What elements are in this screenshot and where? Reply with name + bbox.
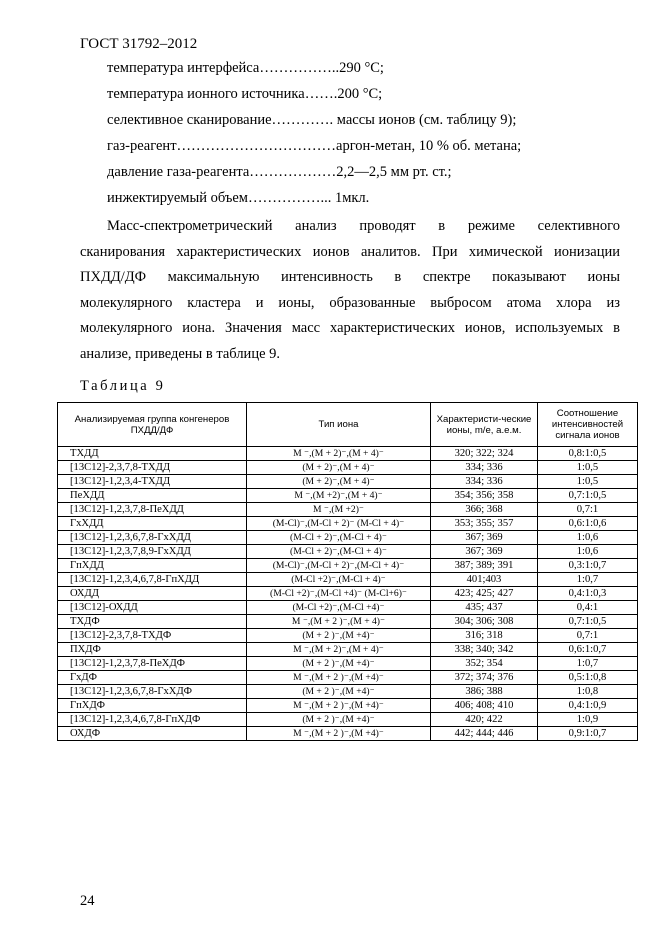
table-row bbox=[58, 713, 638, 727]
ion-type-cell: M ⁻,(M + 2 )⁻,(M + 4)⁻ bbox=[247, 615, 431, 629]
congener-group-cell: [13C12]-1,2,3,4,6,7,8-ГпХДД bbox=[58, 573, 247, 587]
congener-group-cell: [13C12]-1,2,3,4-ТХДД bbox=[58, 475, 247, 489]
congener-group-cell: ГхХДД bbox=[58, 517, 247, 531]
table-row bbox=[58, 461, 638, 475]
ion-type-cell: M ⁻,(M +2)⁻ bbox=[247, 503, 431, 517]
ion-type-cell: (M-Cl +2)⁻,(M-Cl + 4)⁻ bbox=[247, 573, 431, 587]
table-row bbox=[58, 587, 638, 601]
paragraph-line: ПХДД/ДФ максимальную интенсивность в спектре показывают ионы bbox=[80, 269, 620, 286]
ion-type-cell: (M-Cl)⁻,(M-Cl + 2)⁻ (M-Cl + 4)⁻ bbox=[247, 517, 431, 531]
header-ion-type: Тип иона bbox=[247, 403, 431, 447]
congener-group-cell: ПеХДД bbox=[58, 489, 247, 503]
mass-cell: 334; 336 bbox=[431, 475, 538, 489]
congener-group-cell: ОХДФ bbox=[58, 727, 247, 741]
table-row bbox=[58, 503, 638, 517]
table-row bbox=[58, 517, 638, 531]
ion-type-cell: (M + 2 )⁻,(M +4)⁻ bbox=[247, 629, 431, 643]
mass-cell: 386; 388 bbox=[431, 685, 538, 699]
mass-cell: 366; 368 bbox=[431, 503, 538, 517]
table-row bbox=[58, 657, 638, 671]
paragraph-line: молекулярного кластера и ионы, образованные выбросом атома хлора из bbox=[80, 294, 620, 311]
header-intensity-ratio: Соотношение интенсивностей сигнала ионов bbox=[538, 403, 638, 447]
mass-cell: 352; 354 bbox=[431, 657, 538, 671]
congener-group-cell: ПХДФ bbox=[58, 643, 247, 657]
ion-type-cell: M ⁻,(M + 2 )⁻,(M +4)⁻ bbox=[247, 671, 431, 685]
congener-group-cell: [13C12]-2,3,7,8-ТХДД bbox=[58, 461, 247, 475]
table-row bbox=[58, 545, 638, 559]
ratio-cell: 1:0,6 bbox=[538, 531, 638, 545]
ratio-cell: 0,4:1 bbox=[538, 601, 638, 615]
table-caption: Таблица 9 bbox=[80, 378, 166, 394]
ion-type-cell: (M-Cl + 2)⁻,(M-Cl + 4)⁻ bbox=[247, 531, 431, 545]
mass-cell: 406; 408; 410 bbox=[431, 699, 538, 713]
congener-group-cell: ТХДФ bbox=[58, 615, 247, 629]
ratio-cell: 0,6:1:0,6 bbox=[538, 517, 638, 531]
ion-type-cell: (M + 2 )⁻,(M +4)⁻ bbox=[247, 713, 431, 727]
ion-type-cell: (M-Cl + 2)⁻,(M-Cl + 4)⁻ bbox=[247, 545, 431, 559]
mass-cell: 367; 369 bbox=[431, 531, 538, 545]
table-row bbox=[58, 727, 638, 741]
document-header: ГОСТ 31792–2012 bbox=[80, 36, 198, 52]
param-reagent-gas: газ-реагент……………………………аргон-метан, 10 % об. метана; bbox=[107, 138, 522, 154]
congener-group-cell: [13C12]-1,2,3,7,8,9-ГхХДД bbox=[58, 545, 247, 559]
ion-type-cell: M ⁻,(M + 2 )⁻,(M +4)⁻ bbox=[247, 699, 431, 713]
header-congener-group: Анализируемая группа конгенеров ПХДД/ДФ bbox=[58, 403, 247, 447]
ratio-cell: 0,7:1:0,5 bbox=[538, 489, 638, 503]
congener-group-cell: [13C12]-1,2,3,7,8-ПеХДФ bbox=[58, 657, 247, 671]
paragraph-line: Масс-спектрометрический анализ проводят в режиме селективного bbox=[107, 218, 620, 234]
table-row bbox=[58, 475, 638, 489]
ratio-cell: 1:0,5 bbox=[538, 461, 638, 475]
congener-group-cell: [13C12]-1,2,3,6,7,8-ГхХДФ bbox=[58, 685, 247, 699]
ratio-cell: 1:0,8 bbox=[538, 685, 638, 699]
ratio-cell: 0,3:1:0,7 bbox=[538, 559, 638, 573]
mass-cell: 442; 444; 446 bbox=[431, 727, 538, 741]
ratio-cell: 0,5:1:0,8 bbox=[538, 671, 638, 685]
param-ion-source-temperature: температура ионного источника…….200 °С; bbox=[107, 86, 383, 102]
table-row bbox=[58, 573, 638, 587]
ratio-cell: 0,6:1:0,7 bbox=[538, 643, 638, 657]
ion-type-cell: (M-Cl +2)⁻,(M-Cl +4)⁻ bbox=[247, 601, 431, 615]
ion-type-cell: (M-Cl)⁻,(M-Cl + 2)⁻,(M-Cl + 4)⁻ bbox=[247, 559, 431, 573]
mass-cell: 316; 318 bbox=[431, 629, 538, 643]
param-injection-volume: инжектируемый объем……………... 1мкл. bbox=[107, 190, 370, 206]
ratio-cell: 0,7:1 bbox=[538, 503, 638, 517]
table-row bbox=[58, 699, 638, 713]
ratio-cell: 1:0,5 bbox=[538, 475, 638, 489]
table-row bbox=[58, 685, 638, 699]
table-row bbox=[58, 671, 638, 685]
param-interface-temperature: температура интерфейса……………..290 °С; bbox=[107, 60, 384, 76]
congener-group-cell: [13C12]-1,2,3,4,6,7,8-ГпХДФ bbox=[58, 713, 247, 727]
ion-type-cell: (M + 2 )⁻,(M +4)⁻ bbox=[247, 657, 431, 671]
table-row bbox=[58, 601, 638, 615]
congener-group-cell: ТХДД bbox=[58, 447, 247, 461]
ion-mass-table bbox=[57, 402, 638, 741]
ratio-cell: 0,7:1 bbox=[538, 629, 638, 643]
paragraph-line: анализе, приведены в таблице 9. bbox=[80, 345, 281, 362]
congener-group-cell: [13C12]-ОХДД bbox=[58, 601, 247, 615]
ion-type-cell: (M + 2 )⁻,(M +4)⁻ bbox=[247, 685, 431, 699]
congener-group-cell: [13C12]-1,2,3,7,8-ПеХДД bbox=[58, 503, 247, 517]
mass-cell: 353; 355; 357 bbox=[431, 517, 538, 531]
ion-type-cell: (M + 2)⁻,(M + 4)⁻ bbox=[247, 475, 431, 489]
param-reagent-gas-pressure: давление газа-реагента………………2,2—2,5 мм рт. ст.; bbox=[107, 164, 452, 180]
ratio-cell: 1:0,7 bbox=[538, 657, 638, 671]
paragraph-line: сканирования характеристических ионов аналитов. При химической ионизации bbox=[80, 243, 620, 260]
congener-group-cell: ГхДФ bbox=[58, 671, 247, 685]
mass-cell: 435; 437 bbox=[431, 601, 538, 615]
table-row bbox=[58, 615, 638, 629]
ion-type-cell: (M-Cl +2)⁻,(M-Cl +4)⁻ (M-Cl+6)⁻ bbox=[247, 587, 431, 601]
ion-type-cell: M ⁻,(M + 2)⁻,(M + 4)⁻ bbox=[247, 447, 431, 461]
ratio-cell: 0,9:1:0,7 bbox=[538, 727, 638, 741]
mass-cell: 423; 425; 427 bbox=[431, 587, 538, 601]
param-selective-scan: селективное сканирование…………. массы ионов (см. таблицу 9); bbox=[107, 112, 517, 128]
mass-cell: 420; 422 bbox=[431, 713, 538, 727]
congener-group-cell: [13C12]-1,2,3,6,7,8-ГхХДД bbox=[58, 531, 247, 545]
congener-group-cell: ГпХДД bbox=[58, 559, 247, 573]
ratio-cell: 1:0,9 bbox=[538, 713, 638, 727]
table-row bbox=[58, 531, 638, 545]
mass-cell: 334; 336 bbox=[431, 461, 538, 475]
table-row bbox=[58, 643, 638, 657]
page-number: 24 bbox=[80, 893, 95, 909]
congener-group-cell: [13C12]-2,3,7,8-ТХДФ bbox=[58, 629, 247, 643]
ion-type-cell: M ⁻,(M +2)⁻,(M + 4)⁻ bbox=[247, 489, 431, 503]
table-row bbox=[58, 447, 638, 461]
ratio-cell: 1:0,7 bbox=[538, 573, 638, 587]
ion-type-cell: (M + 2)⁻,(M + 4)⁻ bbox=[247, 461, 431, 475]
header-characteristic-ions: Характеристи-ческие ионы, m/e, а.е.м. bbox=[431, 403, 538, 447]
mass-cell: 304; 306; 308 bbox=[431, 615, 538, 629]
mass-cell: 354; 356; 358 bbox=[431, 489, 538, 503]
ion-type-cell: M ⁻,(M + 2 )⁻,(M +4)⁻ bbox=[247, 727, 431, 741]
ratio-cell: 1:0,6 bbox=[538, 545, 638, 559]
mass-cell: 367; 369 bbox=[431, 545, 538, 559]
table-row bbox=[58, 489, 638, 503]
table-body bbox=[58, 447, 638, 741]
body-paragraph bbox=[80, 214, 620, 368]
paragraph-line: молекулярного иона. Значения масс характеристических ионов, используемых в bbox=[80, 320, 620, 337]
mass-cell: 372; 374; 376 bbox=[431, 671, 538, 685]
mass-cell: 401;403 bbox=[431, 573, 538, 587]
table-row bbox=[58, 559, 638, 573]
ion-type-cell: M ⁻,(M + 2)⁻,(M + 4)⁻ bbox=[247, 643, 431, 657]
ratio-cell: 0,4:1:0,3 bbox=[538, 587, 638, 601]
congener-group-cell: ГпХДФ bbox=[58, 699, 247, 713]
ratio-cell: 0,8:1:0,5 bbox=[538, 447, 638, 461]
table-row bbox=[58, 629, 638, 643]
table-header-row bbox=[58, 403, 638, 447]
congener-group-cell: ОХДД bbox=[58, 587, 247, 601]
ratio-cell: 0,4:1:0,9 bbox=[538, 699, 638, 713]
mass-cell: 338; 340; 342 bbox=[431, 643, 538, 657]
mass-cell: 320; 322; 324 bbox=[431, 447, 538, 461]
mass-cell: 387; 389; 391 bbox=[431, 559, 538, 573]
ratio-cell: 0,7:1:0,5 bbox=[538, 615, 638, 629]
